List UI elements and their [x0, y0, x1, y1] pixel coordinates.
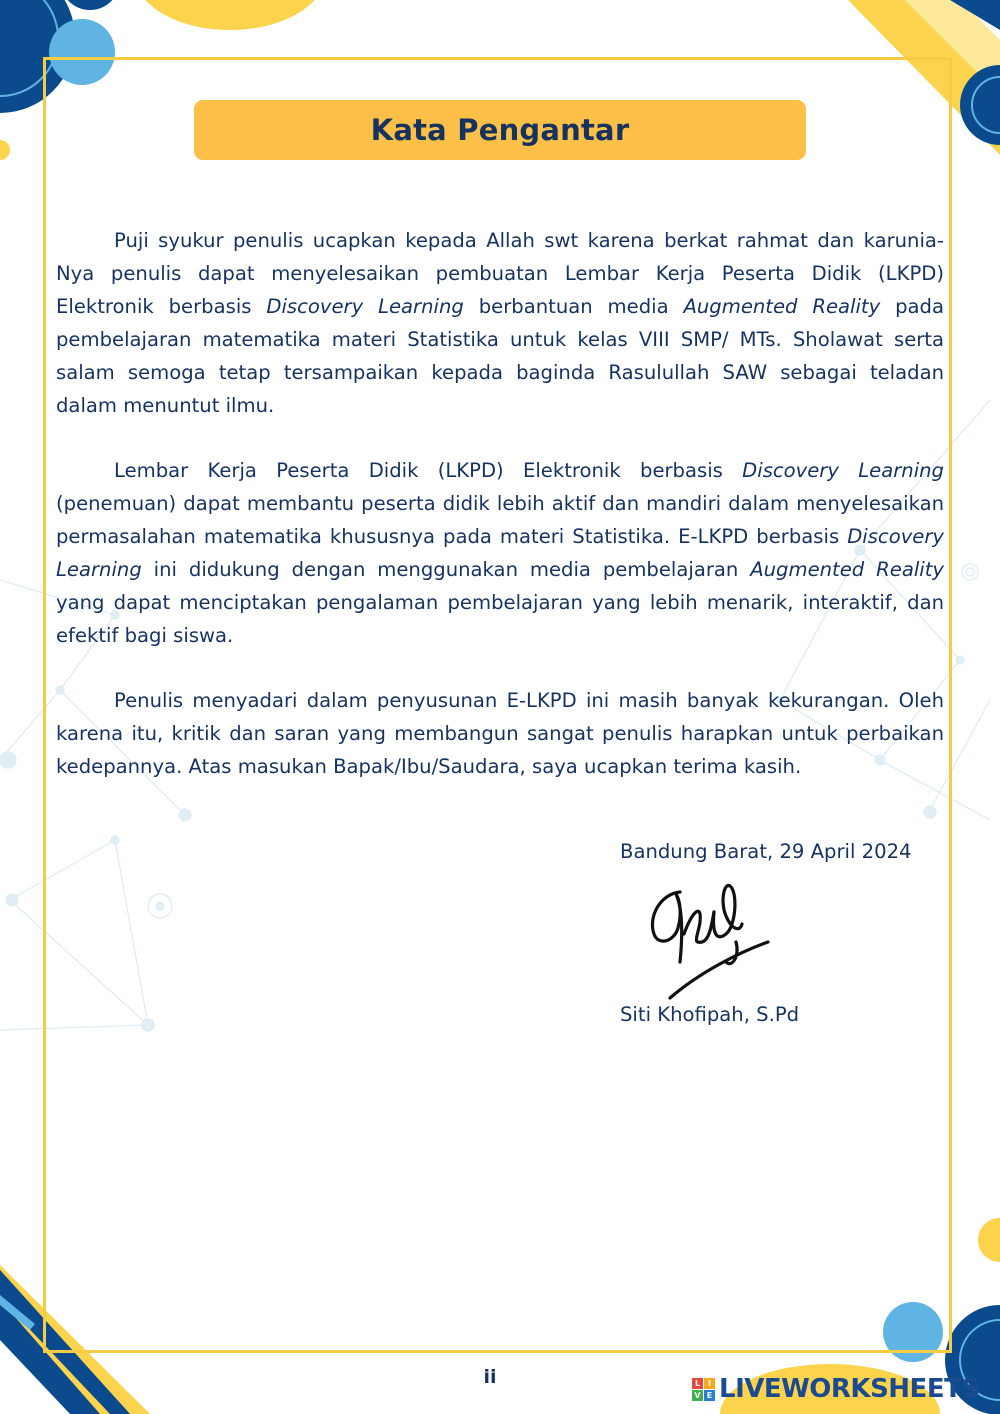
paragraph-segment: Lembar Kerja Peserta Didik (LKPD) Elektronik berbasis [114, 459, 743, 482]
paragraph-segment: ini didukung dengan menggunakan media pembelajaran [141, 558, 751, 581]
logo-letter: E [704, 1390, 715, 1401]
paragraph-segment: pada pembelajaran matematika materi Statistika untuk kelas VIII SMP/ MTs. Sholawat serta salam semoga tetap tersampaikan kepada baginda Rasulullah SAW sebagai teladan dalam menuntut ilmu. [56, 295, 944, 417]
liveworksheets-logo-icon [692, 1378, 715, 1401]
page-number: ii [483, 1366, 497, 1388]
logo-letter: I [704, 1378, 715, 1389]
watermark-text: LIVEWORKSHEETS [719, 1374, 980, 1404]
liveworksheets-watermark [692, 1372, 980, 1406]
paragraph-segment: (penemuan) dapat membantu peserta didik lebih aktif dan mandiri dalam menyelesaikan permasalahan matematika khususnya pada materi Statistika. E-LKPD berbasis [56, 492, 944, 548]
paragraph-1 [56, 224, 944, 422]
paragraph-segment: Puji syukur penulis ucapkan kepada Allah swt karena berkat rahmat dan karunia-Nya penulis dapat menyelesaikan pembuatan Lembar Kerja Peserta Didik (LKPD) Elektronik berbasis [56, 229, 944, 318]
paragraph-segment: Augmented Reality [750, 558, 944, 581]
paragraph-segment: Discovery Learning [266, 295, 464, 318]
paragraph-2 [56, 454, 944, 652]
paragraph-segment: Discovery Learning [742, 459, 944, 482]
place-date: Bandung Barat, 29 April 2024 [620, 840, 912, 863]
signature-image [640, 872, 780, 1004]
paragraph-segment: berbantuan media [463, 295, 684, 318]
page-title: Kata Pengantar [370, 113, 630, 147]
paragraph-segment: yang dapat menciptakan pengalaman pembelajaran yang lebih menarik, interaktif, dan efektif bagi siswa. [56, 591, 944, 647]
foreword-body [56, 224, 944, 815]
title-banner [194, 100, 806, 160]
paragraph-segment: Augmented Reality [683, 295, 881, 318]
paragraph-segment: Discovery Learning [56, 525, 944, 581]
paragraph-3 [56, 684, 944, 783]
logo-letter: V [692, 1390, 703, 1401]
signer-name: Siti Khofipah, S.Pd [620, 1003, 800, 1026]
paragraph-segment: Penulis menyadari dalam penyusunan E-LKPD ini masih banyak kekurangan. Oleh karena itu, kritik dan saran yang membangun sangat penulis harapkan untuk perbaikan kedepannya. Atas masukan Bapak/Ibu/Saudara, saya ucapkan terima kasih. [56, 689, 944, 778]
logo-letter: L [692, 1378, 703, 1389]
